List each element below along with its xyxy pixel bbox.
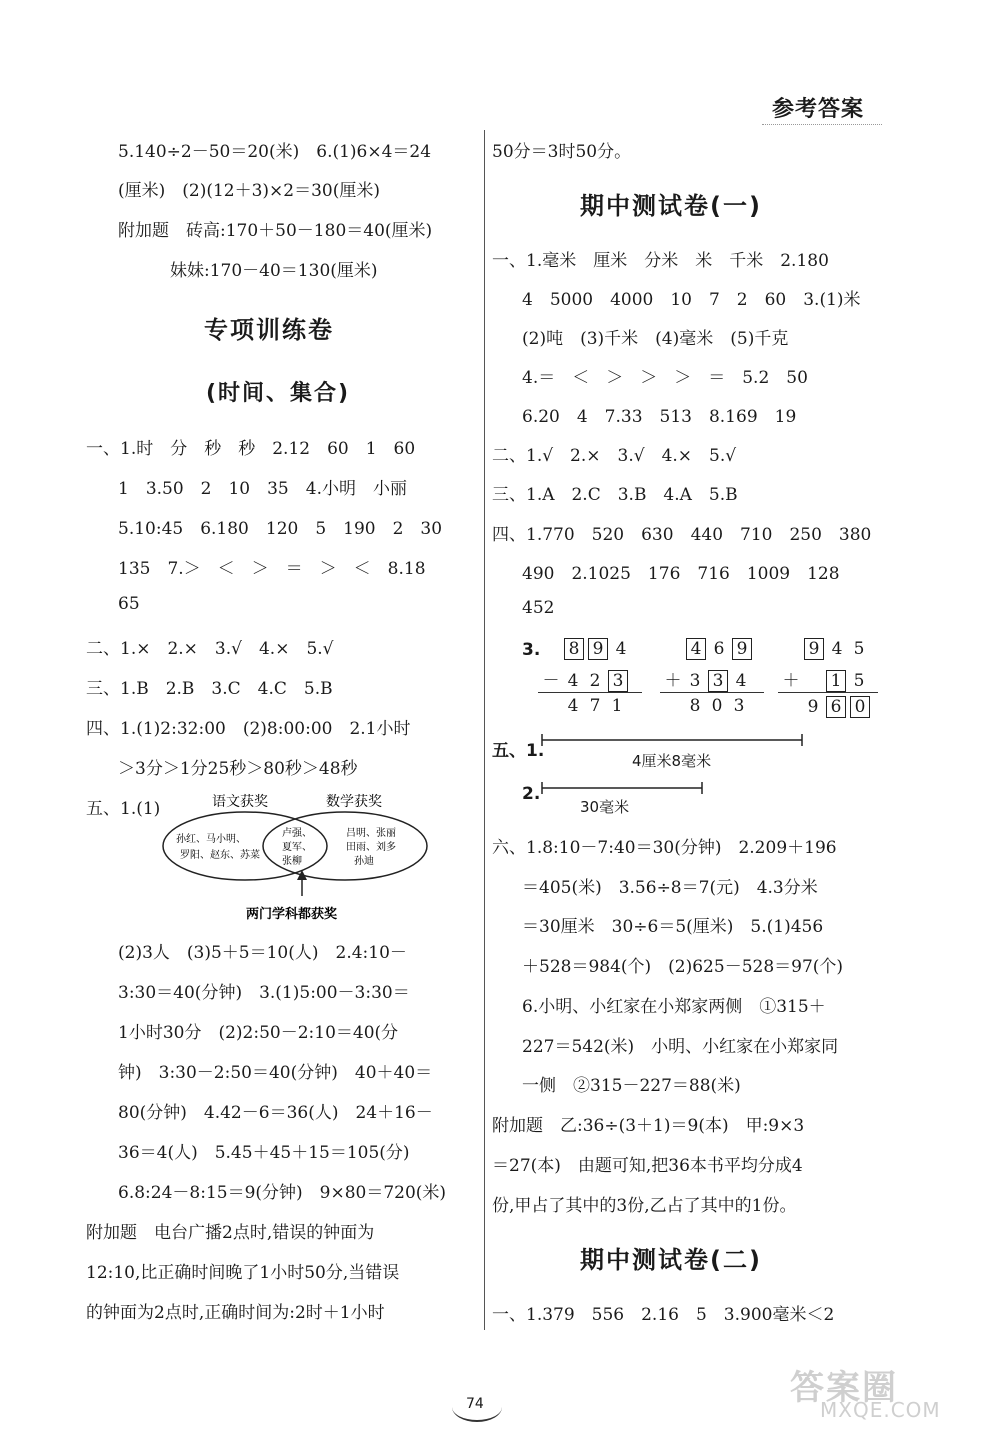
segment-2-text: 30毫米 (580, 798, 630, 816)
calc-box: 3 (708, 670, 728, 692)
exam-title-1: 期中测试卷(一) (580, 192, 762, 220)
calc-2-row1 (684, 638, 754, 660)
text-line: 附加题 电台广播2点时,错误的钟面为 (86, 1223, 375, 1243)
text-line: 妹妹:170－40＝130(厘米) (170, 261, 378, 281)
text-line: ＝27(本) 由题可知,把36本书平均分成4 (492, 1156, 803, 1176)
text-line: 二、1.× 2.× 3.√ 4.× 5.√ (86, 639, 334, 659)
text-line: 452 (522, 598, 555, 618)
calc-3-row3 (802, 696, 872, 718)
calc-digit: 4 (735, 671, 747, 691)
text-line: 三、1.A 2.C 3.B 4.A 5.B (492, 485, 738, 505)
watermark-logo: 答案圈 (790, 1368, 898, 1408)
calc-digit: 4 (567, 671, 579, 691)
header-title: 参考答案 (772, 97, 865, 122)
venn-left-title: 语文获奖 (212, 794, 268, 810)
text-line: 的钟面为2点时,正确时间为:2时＋1小时 (86, 1303, 385, 1323)
text-line: ＋528＝984(个) (2)625－528＝97(个) (522, 957, 844, 977)
header-rule (762, 124, 882, 125)
calc-1-rule (538, 692, 642, 693)
text-line: 5.10:45 6.180 120 5 190 2 30 (118, 519, 443, 539)
venn-left-names: 罗阳、赵东、苏菜 (180, 850, 260, 861)
text-line: 6.8:24－8:15＝9(分钟) 9×80＝720(米) (118, 1183, 447, 1203)
section-subtitle: (时间、集合) (206, 381, 351, 406)
text-line: 3:30＝40(分钟) 3.(1)5:00－3:30＝ (118, 983, 410, 1003)
text-line: 50分＝3时50分。 (492, 142, 632, 162)
text-line: 490 2.1025 176 716 1009 128 (522, 564, 840, 584)
venn-diagram (150, 788, 440, 928)
text-line: (2)3人 (3)5＋5＝10(人) 2.4:10－ (118, 943, 407, 963)
calc-box: 6 (826, 696, 846, 718)
calc-box: 4 (686, 638, 706, 660)
text-line: ＝405(米) 3.56÷8＝7(元) 4.3分米 (522, 878, 818, 898)
text-line: 6.小明、小红家在小郑家两侧 ①315＋ (522, 997, 826, 1017)
calc-2-rule (660, 692, 764, 693)
calc-op: ＋ (664, 671, 682, 691)
calc-1-row2 (540, 666, 630, 692)
segment-1-text: 4厘米8毫米 (632, 752, 712, 770)
text-line: 5.140÷2－50＝20(米) 6.(1)6×4＝24 (118, 142, 432, 162)
section-title: 专项训练卷 (204, 316, 334, 344)
exam-title-2: 期中测试卷(二) (580, 1246, 762, 1274)
calc-op: ＋ (782, 671, 800, 691)
segment-2 (540, 780, 710, 796)
text-line: 一、1.时 分 秒 秒 2.12 60 1 60 (86, 439, 416, 459)
segment-1 (540, 732, 810, 748)
calc-digit: 5 (853, 671, 865, 691)
calc-box: 9 (732, 638, 752, 660)
text-line: 二、1.√ 2.× 3.√ 4.× 5.√ (492, 446, 737, 466)
calc-digit: 0 (711, 696, 723, 716)
venn-right-names: 吕明、张丽 (346, 828, 396, 839)
text-line: ＝30厘米 30÷6＝5(厘米) 5.(1)456 (522, 917, 824, 937)
text-line: 227＝542(米) 小明、小红家在小郑家同 (522, 1037, 839, 1057)
calc-op: － (542, 671, 560, 691)
venn-caption: 两门学科都获奖 (246, 907, 338, 922)
venn-middle-names: 夏军、 (282, 842, 312, 853)
venn-right-names: 孙迪 (354, 856, 374, 867)
text-line: 一侧 ②315－227＝88(米) (522, 1076, 741, 1096)
text-line: 80(分钟) 4.42－6＝36(人) 24＋16－ (118, 1103, 433, 1123)
calc-digit: 7 (589, 696, 601, 716)
venn-left-names: 孙红、马小明、 (176, 834, 246, 845)
text-line: 附加题 砖高:170＋50－180＝40(厘米) (118, 221, 433, 241)
segment-label: 2. (522, 784, 541, 804)
calc-digit: 5 (853, 639, 865, 659)
watermark-url: MXQE.COM (820, 1398, 941, 1422)
venn-right-names: 田雨、刘多 (346, 842, 396, 853)
text-line: 135 7.＞ ＜ ＞ ＝ ＞ ＜ 8.18 (118, 559, 426, 579)
calc-2-row3 (684, 696, 750, 716)
text-line: 6.20 4 7.33 513 8.169 19 (522, 407, 797, 427)
text-line: (厘米) (2)(12＋3)×2＝30(厘米) (118, 181, 381, 201)
page-number: 74 (466, 1396, 484, 1412)
calc-box: 8 (564, 638, 584, 660)
calc-box: 9 (588, 638, 608, 660)
text-line: (2)吨 (3)千米 (4)毫米 (5)千克 (522, 329, 789, 349)
calc-2-row2 (662, 666, 752, 692)
text-line: 六、1.8:10－7:40＝30(分钟) 2.209＋196 (492, 838, 837, 858)
text-line: 四、1.(1)2:32:00 (2)8:00:00 2.1小时 (86, 719, 411, 739)
calc-digit: 3 (689, 671, 701, 691)
calc-digit: 1 (611, 696, 623, 716)
text-line: 附加题 乙:36÷(3＋1)＝9(本) 甲:9×3 (492, 1116, 805, 1136)
calc-digit: 4 (615, 639, 627, 659)
text-line: 4 5000 4000 10 7 2 60 3.(1)米 (522, 290, 861, 310)
calc-digit: 4 (567, 696, 579, 716)
text-line: ＞3分＞1分25秒＞80秒＞48秒 (118, 759, 358, 779)
venn-right-title: 数学获奖 (326, 794, 382, 810)
text-line: 1 3.50 2 10 35 4.小明 小丽 (118, 479, 407, 499)
calc-3-row1 (802, 638, 870, 660)
text-line: 四、1.770 520 630 440 710 250 380 (492, 525, 872, 545)
text-line: 65 (118, 594, 140, 614)
calc-digit: 2 (589, 671, 601, 691)
text-line: 1小时30分 (2)2:50－2:10＝40(分 (118, 1023, 399, 1043)
segment-label: 五、1. (492, 741, 545, 761)
calc-box: 3 (608, 670, 628, 692)
text-line: 钟) 3:30－2:50＝40(分钟) 40＋40＝ (118, 1063, 433, 1083)
calc-digit: 3 (733, 696, 745, 716)
text-line: 一、1.379 556 2.16 5 3.900毫米＜2 (492, 1305, 835, 1325)
text-line: 4.＝ ＜ ＞ ＞ ＞ ＝ 5.2 50 (522, 368, 808, 388)
text-line: 36＝4(人) 5.45＋45＋15＝105(分) (118, 1143, 410, 1163)
calc-1-row3 (562, 696, 628, 716)
calc-digit: 6 (713, 639, 725, 659)
calc-1-row1 (562, 638, 632, 660)
calc-box: 1 (826, 670, 846, 692)
venn-middle-names: 张柳 (282, 856, 302, 867)
calc-3-row2 (780, 666, 870, 692)
calc-box: 0 (850, 696, 870, 718)
text-line: 份,甲占了其中的3份,乙占了其中的1份。 (492, 1196, 797, 1216)
calc-box: 9 (804, 638, 824, 660)
text-line: 12:10,比正确时间晚了1小时50分,当错误 (86, 1263, 400, 1283)
calc-digit: 8 (689, 696, 701, 716)
column-divider (484, 130, 485, 1330)
calc-digit: 9 (807, 697, 819, 717)
venn-middle-names: 卢强、 (282, 828, 312, 839)
venn-label: 五、1.(1) (86, 799, 161, 819)
calc-3-rule (778, 692, 878, 693)
text-line: 三、1.B 2.B 3.C 4.C 5.B (86, 679, 333, 699)
calc-label: 3. (522, 640, 541, 660)
calc-digit: 4 (831, 639, 843, 659)
text-line: 一、1.毫米 厘米 分米 米 千米 2.180 (492, 251, 829, 271)
